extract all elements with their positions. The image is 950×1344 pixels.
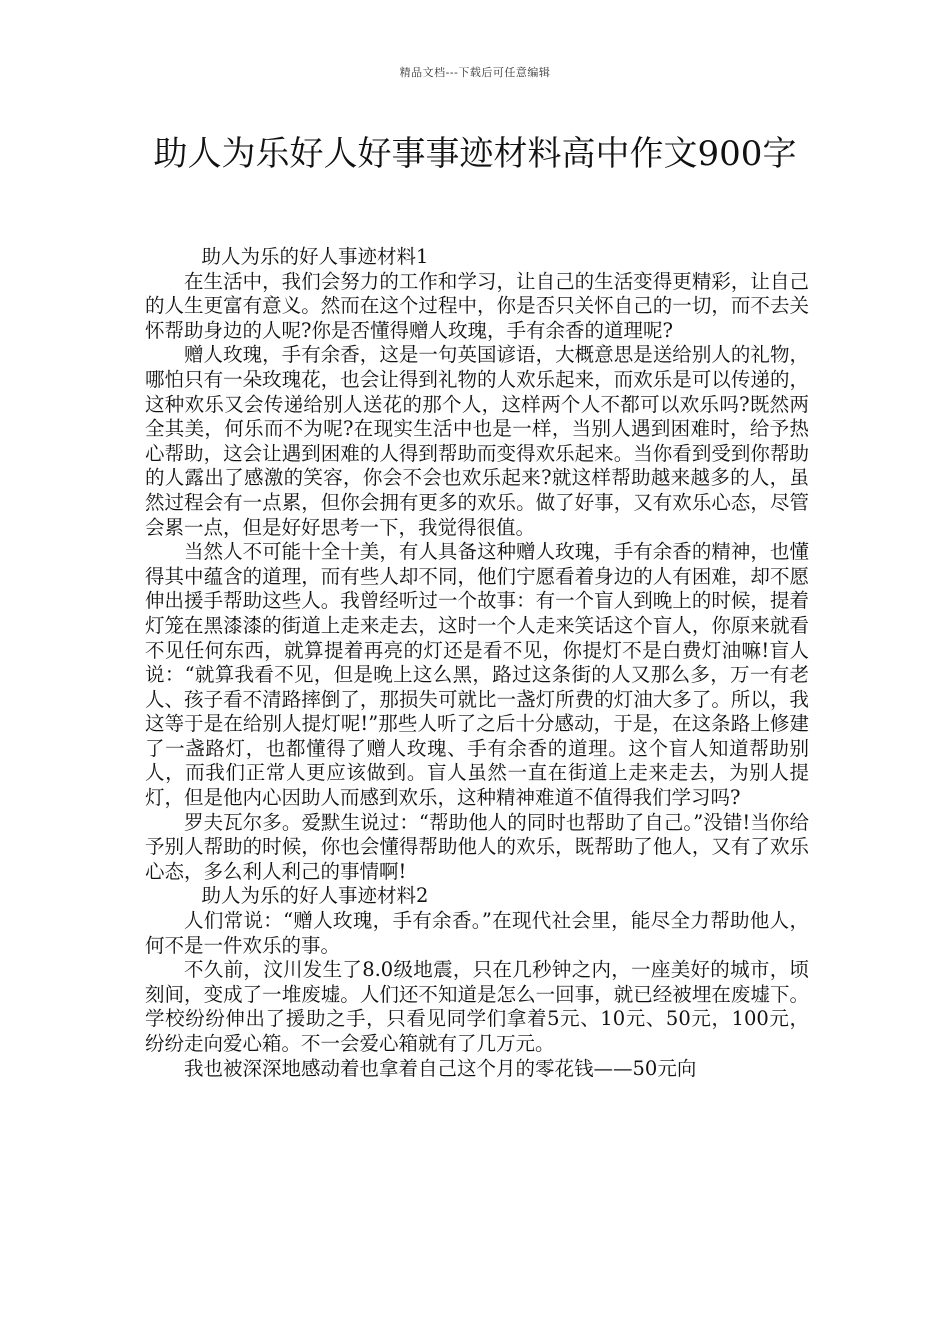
paragraph: 不久前，汶川发生了8.0级地震，只在几秒钟之内，一座美好的城市，顷刻间，变成了一堆废墟。人们还不知道是怎么一回事，就已经被埋在废墟下。学校纷纷伸出了援助之手，只看见同学们拿着5元、10元、50元，100元，纷纷走向爱心箱。不一会爱心箱就有了几万元。 bbox=[145, 958, 809, 1055]
paragraph: 当然人不可能十全十美，有人具备这种赠人玫瑰，手有余香的精神，也懂得其中蕴含的道理，而有些人却不同，他们宁愿看着身边的人有困难，却不愿伸出援手帮助这些人。我曾经听过一个故事：有一个盲人到晚上的时候，提着灯笼在黑漆漆的街道上走来走去，这时一个人走来笑话这个盲人，你原来就看不见任何东西，就算提着再亮的灯还是看不见，你提灯不是白费灯油嘛!盲人说：“就算我看不见，但是晚上这么黑，路过这条街的人又那么多，万一有老人、孩子看不清路摔倒了，那损失可就比一盏灯所费的灯油大多了。所以，我这等于是在给别人提灯呢!”那些人听了之后十分感动，于是，在这条路上修建了一盏路灯，也都懂得了赠人玫瑰、手有余香的道理。这个盲人知道帮助别人，而我们正常人更应该做到。盲人虽然一直在街道上走来走去，为别人提灯，但是他内心因助人而感到欢乐，这种精神难道不值得我们学习吗? bbox=[145, 540, 809, 810]
section-heading-1: 助人为乐的好人事迹材料1 bbox=[201, 245, 429, 268]
paragraph: 罗夫瓦尔多。爱默生说过：“帮助他人的同时也帮助了自己。”没错!当你给予别人帮助的时候，你也会懂得帮助他人的欢乐，既帮助了他人，又有了欢乐心态，多么利人利己的事情啊! bbox=[145, 810, 809, 883]
paragraph: 人们常说：“赠人玫瑰，手有余香。”在现代社会里，能尽全力帮助他人，何不是一件欢乐的事。 bbox=[145, 909, 809, 957]
paragraph: 我也被深深地感动着也拿着自己这个月的零花钱——50元向 bbox=[184, 1056, 697, 1080]
page-header-note: 精品文档---下载后可任意编辑 bbox=[399, 66, 551, 79]
document-title: 助人为乐好人好事事迹材料高中作文900字 bbox=[153, 134, 797, 174]
paragraph: 在生活中，我们会努力的工作和学习，让自己的生活变得更精彩，让自己的人生更富有意义。然而在这个过程中，你是否只关怀自己的一切，而不去关怀帮助身边的人呢?你是否懂得赠人玫瑰，手有余香的道理呢? bbox=[145, 269, 809, 342]
document-body bbox=[145, 245, 809, 1081]
paragraph: 赠人玫瑰，手有余香，这是一句英国谚语，大概意思是送给别人的礼物，哪怕只有一朵玫瑰花，也会让得到礼物的人欢乐起来，而欢乐是可以传递的，这种欢乐又会传递给别人送花的那个人，这样两个人不都可以欢乐吗?既然两全其美，何乐而不为呢?在现实生活中也是一样，当别人遇到困难时，给予热心帮助，这会让遇到困难的人得到帮助而变得欢乐起来。当你看到受到你帮助的人露出了感激的笑容，你会不会也欢乐起来?就这样帮助越来越多的人，虽然过程会有一点累，但你会拥有更多的欢乐。做了好事，又有欢乐心态，尽管会累一点，但是好好思考一下，我觉得很值。 bbox=[145, 343, 809, 539]
section-heading-2: 助人为乐的好人事迹材料2 bbox=[201, 884, 429, 908]
